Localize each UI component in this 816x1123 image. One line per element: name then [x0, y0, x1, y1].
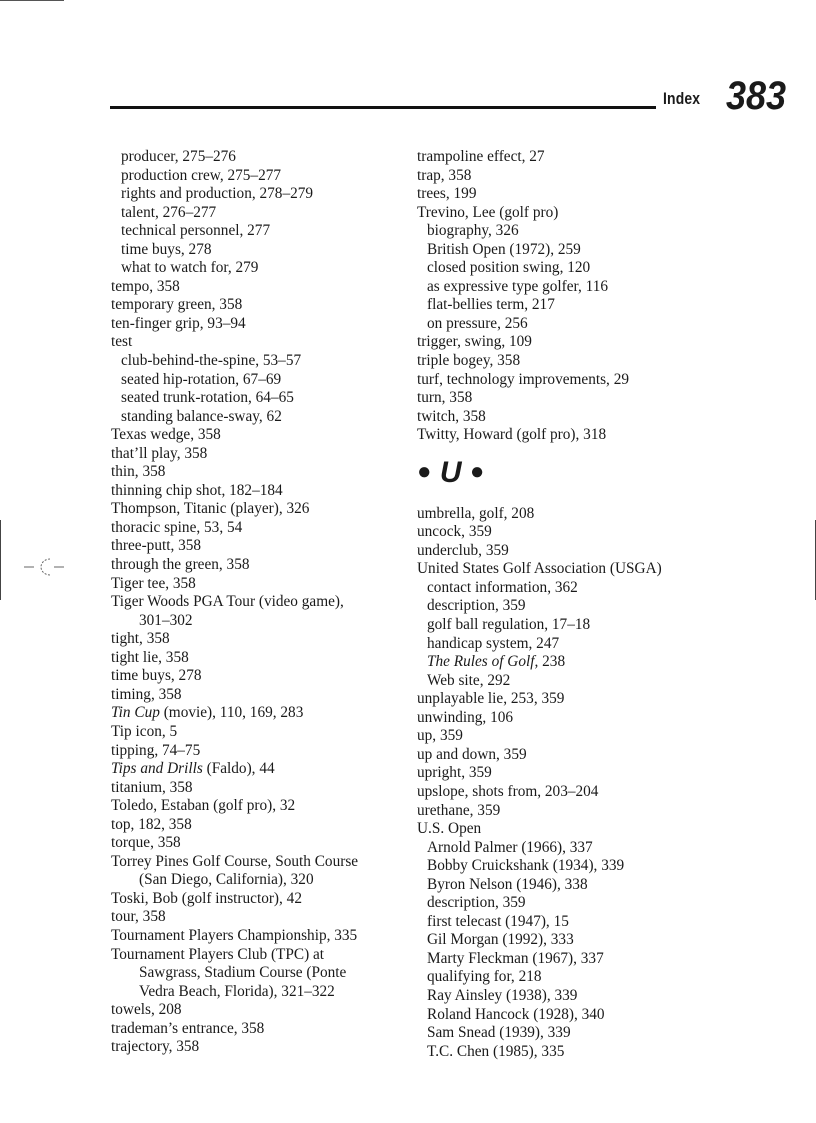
index-subentry	[417, 579, 717, 598]
index-entry-text: Tiger tee, 358	[111, 574, 196, 592]
bullet-right: ●	[469, 457, 485, 485]
index-entry-text: Sam Snead (1939), 339	[427, 1024, 571, 1042]
index-entry	[111, 426, 401, 445]
section-label: Index	[663, 89, 701, 108]
index-entry-text: trees, 199	[417, 185, 477, 203]
index-entry-text: Gil Morgan (1992), 333	[427, 931, 574, 949]
registration-mark-icon	[24, 556, 66, 578]
index-subentry	[417, 635, 717, 654]
index-entry-text: temporary green, 358	[111, 296, 243, 314]
index-entry	[111, 630, 401, 649]
index-entry	[111, 537, 401, 556]
letter-heading	[417, 445, 717, 505]
index-entry-continuation	[111, 612, 401, 631]
index-entry-text: three-putt, 358	[111, 537, 202, 555]
index-entry-text: first telecast (1947), 15	[427, 912, 569, 930]
index-entry	[417, 820, 717, 839]
index-entry-text: Toledo, Estaban (golf pro), 32	[111, 797, 296, 815]
index-subentry	[417, 1043, 717, 1062]
index-entry	[111, 853, 401, 872]
index-entry-text: Torrey Pines Golf Course, South Course	[111, 852, 359, 870]
index-entry-text: upslope, shots from, 203–204	[417, 782, 599, 800]
index-subentry	[111, 352, 401, 371]
index-entry	[111, 500, 401, 519]
index-subentry	[417, 296, 717, 315]
index-entry	[417, 371, 717, 390]
index-entry-text: up and down, 359	[417, 745, 527, 763]
index-entry	[111, 927, 401, 946]
index-entry-text: Byron Nelson (1946), 338	[427, 875, 588, 893]
index-subentry	[417, 597, 717, 616]
index-entry-text: tight lie, 358	[111, 648, 189, 666]
index-entry-text: as expressive type golfer, 116	[427, 277, 609, 295]
index-entry-text: what to watch for, 279	[121, 259, 259, 277]
index-subentry	[417, 876, 717, 895]
index-entry	[417, 542, 717, 561]
index-subentry	[417, 839, 717, 858]
index-entry	[417, 204, 717, 223]
index-entry	[111, 1001, 401, 1020]
index-subentry	[111, 185, 401, 204]
index-entry-text: time buys, 278	[111, 667, 202, 685]
index-entry	[417, 523, 717, 542]
index-entry-text: Bobby Cruickshank (1934), 339	[427, 857, 625, 875]
index-entry-text: club-behind-the-spine, 53–57	[121, 352, 302, 370]
index-subentry	[417, 950, 717, 969]
index-entry-title: Tips and Drills	[111, 760, 203, 778]
index-entry-text: Toski, Bob (golf instructor), 42	[111, 889, 302, 907]
index-entry-text: upright, 359	[417, 764, 492, 782]
top-edge-rule	[0, 0, 64, 1]
index-entry-text: U.S. Open	[417, 820, 482, 838]
index-entry-text: turn, 358	[417, 389, 473, 407]
index-entry-text: United States Golf Association (USGA)	[417, 560, 662, 578]
index-entry-text: production crew, 275–277	[121, 166, 282, 184]
header-rule	[110, 106, 656, 109]
margin-mark-left	[0, 520, 1, 600]
index-entry-text: British Open (1972), 259	[427, 240, 581, 258]
index-entry-text: seated trunk-rotation, 64–65	[121, 389, 294, 407]
index-entry-text: thinning chip shot, 182–184	[111, 481, 283, 499]
index-entry	[417, 185, 717, 204]
index-entry-text: Tournament Players Championship, 335	[111, 926, 358, 944]
index-subentry	[111, 408, 401, 427]
index-entry	[111, 704, 401, 723]
index-entry	[111, 723, 401, 742]
index-entry-text: Vedra Beach, Florida), 321–322	[139, 982, 335, 1000]
index-entry-text: 301–302	[139, 611, 193, 629]
index-entry-text: Marty Fleckman (1967), 337	[427, 949, 604, 967]
index-entry-text: T.C. Chen (1985), 335	[427, 1042, 565, 1060]
index-entry-text: towels, 208	[111, 1001, 182, 1019]
index-entry-text: titanium, 358	[111, 778, 193, 796]
index-subentry	[417, 241, 717, 260]
index-entry	[111, 296, 401, 315]
index-entry-text: trampoline effect, 27	[417, 148, 545, 165]
index-entry-text: 238	[538, 653, 566, 671]
index-entry	[111, 575, 401, 594]
index-entry-text: (Faldo), 44	[202, 760, 275, 778]
index-entry-text: underclub, 359	[417, 541, 509, 559]
index-entry-text: unplayable lie, 253, 359	[417, 690, 565, 708]
letter-heading-text: U	[439, 455, 462, 489]
index-entry-text: qualifying for, 218	[427, 968, 542, 986]
index-entry-text: that’ll play, 358	[111, 444, 208, 462]
index-entry	[417, 389, 717, 408]
index-subentry	[417, 315, 717, 334]
index-entry-text: umbrella, golf, 208	[417, 504, 535, 522]
index-subentry	[417, 857, 717, 876]
index-entry	[111, 890, 401, 909]
index-entry	[417, 727, 717, 746]
index-entry	[111, 445, 401, 464]
index-entry-text: top, 182, 358	[111, 815, 192, 833]
index-entry	[417, 426, 717, 445]
index-entry-text: tight, 358	[111, 630, 170, 648]
index-entry	[111, 816, 401, 835]
index-entry-text: Trevino, Lee (golf pro)	[417, 203, 559, 221]
index-entry-text: trap, 358	[417, 166, 472, 184]
index-entry-text: turf, technology improvements, 29	[417, 370, 629, 388]
index-entry-text: triple bogey, 358	[417, 352, 521, 370]
index-entry-text: Sawgrass, Stadium Course (Ponte	[139, 964, 347, 982]
index-subentry	[417, 931, 717, 950]
index-entry	[417, 690, 717, 709]
index-entry-text: talent, 276–277	[121, 203, 217, 221]
index-entry-text: golf ball regulation, 17–18	[427, 616, 591, 634]
index-entry	[111, 556, 401, 575]
index-entry	[111, 482, 401, 501]
index-entry-text: Texas wedge, 358	[111, 426, 221, 444]
index-entry-text: contact information, 362	[427, 578, 578, 596]
index-entry-text: up, 359	[417, 727, 463, 745]
index-entry-text: seated hip-rotation, 67–69	[121, 370, 282, 388]
index-entry-text: twitch, 358	[417, 407, 486, 425]
index-entry-text: description, 359	[427, 597, 526, 615]
index-entry-text: thoracic spine, 53, 54	[111, 518, 243, 536]
index-entry-text: description, 359	[427, 894, 526, 912]
index-column-left	[111, 148, 401, 1057]
index-entry	[417, 505, 717, 524]
index-entry-text: closed position swing, 120	[427, 259, 591, 277]
index-entry	[417, 408, 717, 427]
index-entry-text: urethane, 359	[417, 801, 501, 819]
index-subentry	[417, 222, 717, 241]
index-entry	[417, 148, 717, 167]
index-subentry	[111, 371, 401, 390]
index-entry-text: technical personnel, 277	[121, 222, 271, 240]
index-subentry	[417, 987, 717, 1006]
index-entry-text: handicap system, 247	[427, 634, 560, 652]
index-entry	[111, 779, 401, 798]
index-subentry	[111, 259, 401, 278]
bullet-left: ●	[417, 457, 432, 485]
index-entry-text: trademan’s entrance, 358	[111, 1019, 265, 1037]
index-entry-text: torque, 358	[111, 834, 181, 852]
index-entry	[111, 760, 401, 779]
index-entry-text: tour, 358	[111, 908, 166, 926]
index-subentry	[417, 278, 717, 297]
index-entry	[111, 908, 401, 927]
index-entry-text: timing, 358	[111, 685, 182, 703]
index-entry-text: Ray Ainsley (1938), 339	[427, 986, 578, 1004]
index-entry-text: Thompson, Titanic (player), 326	[111, 500, 310, 518]
index-subentry	[111, 222, 401, 241]
index-entry-text: test	[111, 333, 133, 351]
index-entry-continuation	[111, 983, 401, 1002]
index-entry	[111, 946, 401, 965]
index-subentry	[111, 389, 401, 408]
index-entry-title: The Rules of Golf,	[427, 653, 539, 671]
index-entry-text: tipping, 74–75	[111, 741, 201, 759]
index-entry	[111, 1038, 401, 1057]
running-header	[110, 74, 800, 120]
index-entry-text: tempo, 358	[111, 277, 180, 295]
index-entry-text: Twitty, Howard (golf pro), 318	[417, 426, 607, 444]
index-entry	[111, 519, 401, 538]
index-entry	[111, 834, 401, 853]
index-subentry	[417, 653, 717, 672]
index-entry	[111, 797, 401, 816]
index-entry	[111, 1020, 401, 1039]
index-entry-text: (movie), 110, 169, 283	[159, 704, 304, 722]
index-entry-text: trajectory, 358	[111, 1038, 200, 1056]
index-entry-text: uncock, 359	[417, 523, 492, 541]
index-entry-continuation	[111, 964, 401, 983]
index-entry	[111, 593, 401, 612]
index-entry	[111, 463, 401, 482]
index-entry	[111, 333, 401, 352]
index-entry-text: thin, 358	[111, 463, 166, 481]
index-entry-text: Tip icon, 5	[111, 722, 178, 740]
index-entry-title: Tin Cup	[111, 704, 160, 722]
index-entry-text: Web site, 292	[427, 671, 511, 689]
index-entry	[417, 333, 717, 352]
index-subentry	[417, 913, 717, 932]
index-entry	[417, 167, 717, 186]
index-entry	[417, 709, 717, 728]
index-subentry	[417, 968, 717, 987]
index-entry	[417, 764, 717, 783]
index-entry-text: time buys, 278	[121, 240, 212, 258]
index-entry-text: Tournament Players Club (TPC) at	[111, 945, 325, 963]
index-entry	[111, 649, 401, 668]
index-entry	[111, 667, 401, 686]
index-entry-text: biography, 326	[427, 222, 519, 240]
index-entry	[417, 783, 717, 802]
page-number: 383	[726, 74, 787, 118]
index-subentry	[111, 241, 401, 260]
index-entry	[111, 742, 401, 761]
index-subentry	[111, 204, 401, 223]
index-entry-text: (San Diego, California), 320	[139, 871, 314, 889]
index-entry-text: Tiger Woods PGA Tour (video game),	[111, 593, 344, 611]
index-entries-t	[417, 148, 717, 445]
index-entry	[417, 352, 717, 371]
index-entry	[417, 560, 717, 579]
index-entry	[111, 686, 401, 705]
index-entry-text: unwinding, 106	[417, 708, 514, 726]
index-subentry	[417, 1006, 717, 1025]
index-entry	[111, 315, 401, 334]
index-entry	[417, 746, 717, 765]
index-entry	[417, 802, 717, 821]
index-subentry	[417, 259, 717, 278]
index-entry-text: on pressure, 256	[427, 314, 528, 332]
index-column-right	[417, 148, 717, 1061]
index-subentry	[111, 167, 401, 186]
index-entry-text: Roland Hancock (1928), 340	[427, 1005, 605, 1023]
index-subentry	[417, 672, 717, 691]
index-entry-text: trigger, swing, 109	[417, 333, 532, 351]
index-subentry	[111, 148, 401, 167]
index-entry-text: producer, 275–276	[121, 148, 236, 165]
index-entry-text: through the green, 358	[111, 556, 250, 574]
index-entry	[111, 278, 401, 297]
index-subentry	[417, 1024, 717, 1043]
index-entry-continuation	[111, 871, 401, 890]
index-subentry	[417, 894, 717, 913]
index-entries-u	[417, 505, 717, 1061]
index-entry-text: ten-finger grip, 93–94	[111, 314, 246, 332]
index-entry-text: Arnold Palmer (1966), 337	[427, 838, 593, 856]
index-entry-text: flat-bellies term, 217	[427, 296, 555, 314]
index-entry-text: rights and production, 278–279	[121, 185, 314, 203]
index-subentry	[417, 616, 717, 635]
index-entry-text: standing balance-sway, 62	[121, 407, 282, 425]
